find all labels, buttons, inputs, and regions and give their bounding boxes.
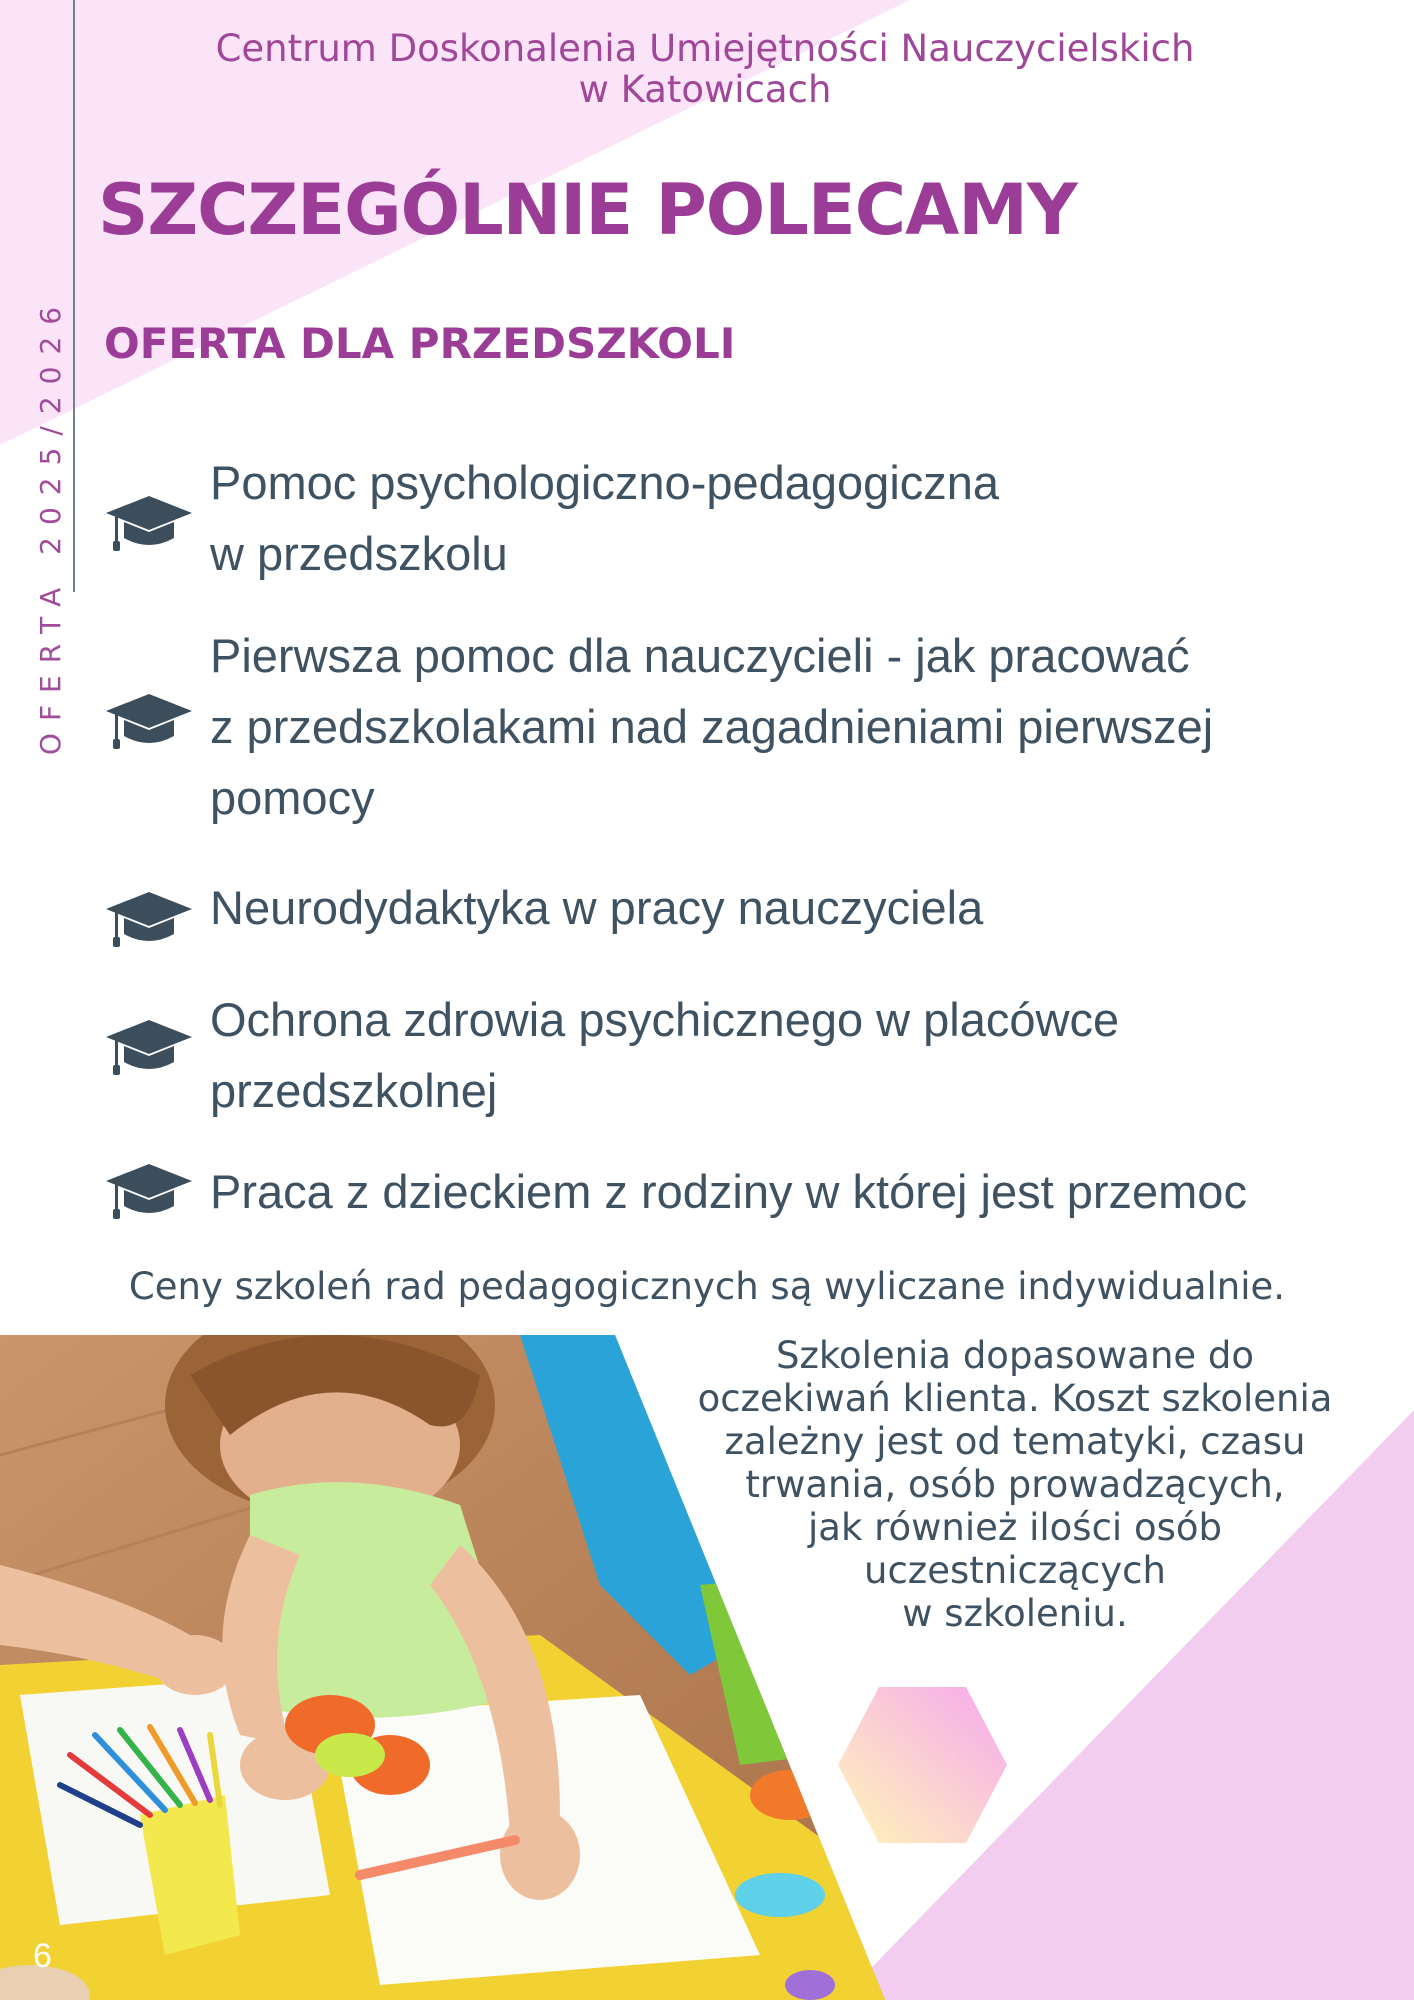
course-label: Ochrona zdrowia psychicznego w placówce przedszkolnej [210, 993, 1120, 1117]
course-label: Pierwsza pomoc dla nauczycieli - jak pracować z przedszkolakami nad zagadnieniami pierwszej pomocy [210, 629, 1214, 824]
page-number: 6 [33, 1937, 52, 1975]
graduation-cap-icon [104, 492, 194, 554]
graduation-cap-icon [104, 690, 194, 752]
course-label: Pomoc psychologiczno-pedagogiczna w przedszkolu [210, 456, 1000, 580]
vertical-divider-line [73, 0, 75, 592]
training-description: Szkolenia dopasowane do oczekiwań klienta. Koszt szkolenia zależny jest od tematyki, czasu trwania, osób prowadzących, jak również ilości osób uczestniczących w szkoleniu. [697, 1334, 1333, 1635]
course-item-1 [104, 447, 1344, 589]
graduation-cap-icon [104, 1160, 194, 1222]
course-label: Neurodydaktyka w pracy nauczyciela [210, 881, 984, 934]
course-item-3 [104, 872, 1344, 943]
course-item-4 [104, 984, 1344, 1126]
side-offer-label: OFERTA 2025/2026 [34, 294, 67, 756]
gradient-hexagon-decoration [835, 1683, 1010, 1848]
page-title: SZCZEGÓLNIE POLECAMY [98, 169, 1077, 251]
course-item-5 [104, 1156, 1344, 1227]
graduation-cap-icon [104, 888, 194, 950]
graduation-cap-icon [104, 1016, 194, 1078]
course-item-2 [104, 620, 1344, 833]
organization-name [100, 28, 1310, 110]
pricing-note: Ceny szkoleń rad pedagogicznych są wyliczane indywidualnie. [128, 1265, 1286, 1308]
organization-name-line-1: Centrum Doskonalenia Umiejętności Nauczycielskich [215, 27, 1195, 70]
course-label: Praca z dzieckiem z rodziny w której jest przemoc [210, 1165, 1247, 1218]
page-subtitle: OFERTA DLA PRZEDSZKOLI [104, 319, 736, 368]
organization-name-line-2: w Katowicach [578, 68, 832, 111]
